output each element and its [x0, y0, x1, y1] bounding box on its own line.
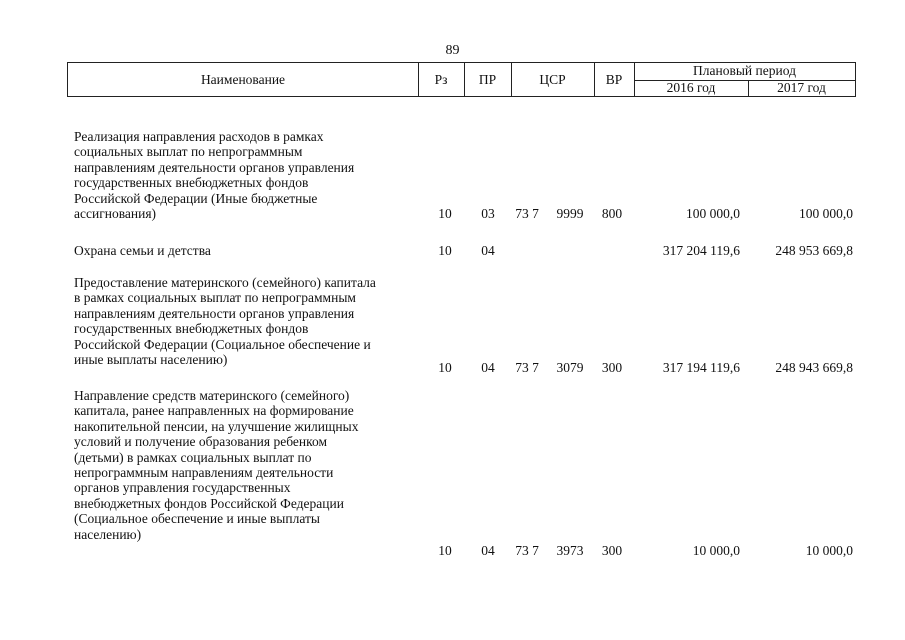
header-name: Наименование: [200, 72, 286, 87]
row-rz: 10: [438, 360, 452, 375]
header-csr: ЦСР: [539, 72, 566, 87]
row-rz: 10: [438, 243, 452, 258]
row-value-2017: 10 000,0: [805, 543, 853, 558]
row-pr: 04: [481, 243, 495, 258]
header-planned-period: Плановый период: [693, 63, 796, 78]
row-vr: 300: [601, 360, 623, 375]
row-rz: 10: [438, 543, 452, 558]
row-value-2016: 10 000,0: [692, 543, 740, 558]
row-vr: 300: [601, 543, 623, 558]
row-pr: 04: [481, 543, 495, 558]
row-csr-code: 9999: [556, 206, 584, 221]
header-year-2016: 2016 год: [666, 80, 716, 95]
row-value-2016: 317 204 119,6: [662, 243, 740, 258]
row-csr-prefix: 73 7: [515, 360, 539, 375]
row-rz: 10: [438, 206, 452, 221]
row-pr: 04: [481, 360, 495, 375]
header-year-2017: 2017 год: [777, 80, 826, 95]
row-value-2017: 248 943 669,8: [775, 360, 853, 375]
row-name: Предоставление материнского (семейного) капитала в рамках социальных выплат по непрограммным направлениям деятельности органов управления государственных внебюджетных фондов Российской Федерации (Социальное обеспечение и иные выплаты населению): [74, 275, 376, 368]
row-csr-code: 3079: [556, 360, 584, 375]
row-name: Реализация направления расходов в рамках социальных выплат по непрограммным направлениям деятельности органов управления государственных внебюджетных фондов Российской Федерации (Иные бюджетные ассигнования): [74, 129, 355, 222]
header-rz: Рз: [434, 72, 448, 87]
page-number: 89: [445, 43, 460, 58]
row-value-2017: 100 000,0: [799, 206, 853, 221]
header-pr: ПР: [478, 72, 497, 87]
row-csr-prefix: 73 7: [515, 206, 539, 221]
row-vr: 800: [601, 206, 623, 221]
row-value-2016: 317 194 119,6: [662, 360, 740, 375]
row-pr: 03: [481, 206, 495, 221]
row-csr-code: 3973: [556, 543, 584, 558]
row-value-2017: 248 953 669,8: [775, 243, 853, 258]
header-vr: ВР: [605, 72, 623, 87]
row-value-2016: 100 000,0: [686, 206, 740, 221]
row-name: Охрана семьи и детства: [74, 243, 211, 258]
row-csr-prefix: 73 7: [515, 543, 539, 558]
table-header: [67, 62, 856, 97]
row-name: Направление средств материнского (семейного) капитала, ранее направленных на формирование накопительной пенсии, на улучшение жилищных условий и получение образования ребенком (детьми) в рамках социальных выплат по непрограммным направлениям деятельности органов управления государственных внебюджетных фондов Российской Федерации (Социальное обеспечение и иные выплаты населению): [74, 388, 359, 542]
